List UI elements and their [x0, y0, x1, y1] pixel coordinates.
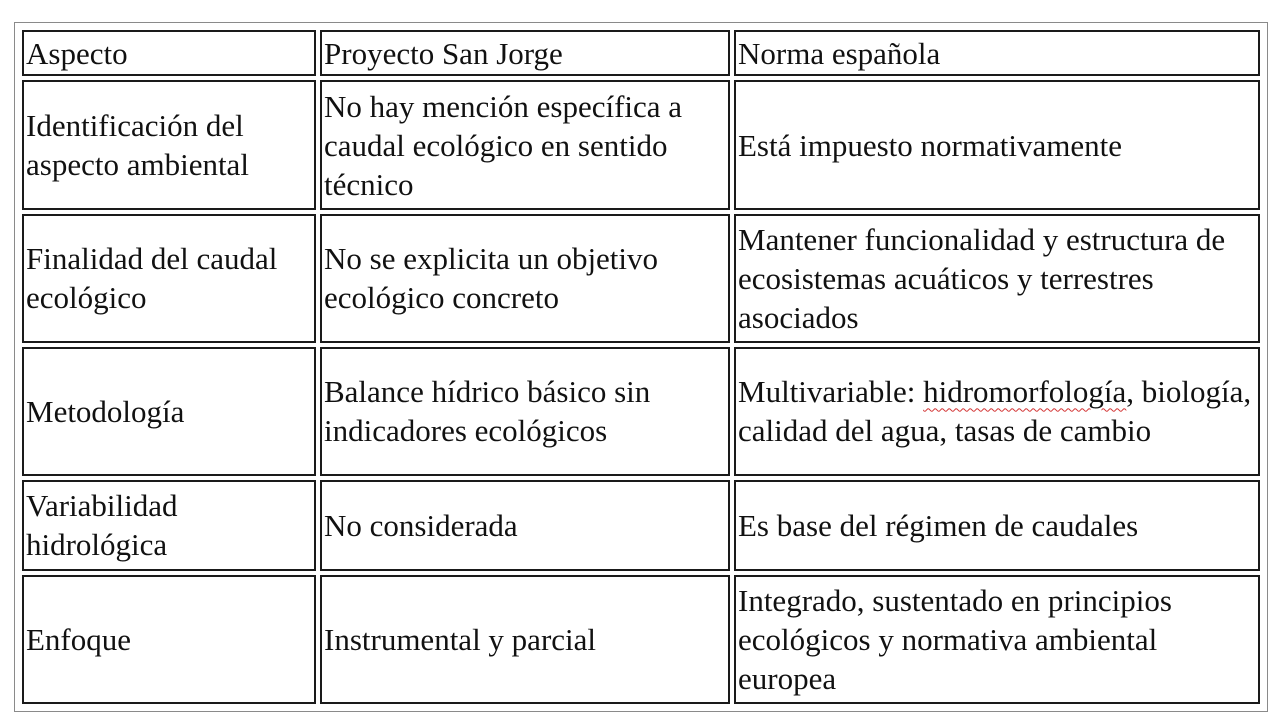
cell-project: No se explicita un objetivo ecológico concreto [320, 214, 730, 343]
table-header-row [22, 30, 1260, 76]
cell-aspect: Enfoque [22, 575, 316, 704]
cell-norm [734, 347, 1260, 476]
cell-project: Balance hídrico básico sin indicadores ecológicos [320, 347, 730, 476]
spellcheck-flagged-word: hidromorfología [923, 374, 1127, 410]
cell-aspect: Finalidad del caudal ecológico [22, 214, 316, 343]
header-norm: Norma española [734, 30, 1260, 76]
cell-project: No hay mención específica a caudal ecológico en sentido técnico [320, 80, 730, 209]
table-row [22, 214, 1260, 343]
cell-norm: Es base del régimen de caudales [734, 480, 1260, 571]
cell-project: No considerada [320, 480, 730, 571]
cell-norm: Mantener funcionalidad y estructura de ecosistemas acuáticos y terrestres asociados [734, 214, 1260, 343]
norm-suffix: , biología, calidad del agua, tasas de cambio [738, 374, 1252, 449]
comparison-table [18, 26, 1264, 708]
table-row [22, 575, 1260, 704]
cell-norm: Está impuesto normativamente [734, 80, 1260, 209]
comparison-table-frame [14, 22, 1268, 712]
table-row [22, 480, 1260, 571]
cell-aspect: Variabilidad hidrológica [22, 480, 316, 571]
cell-aspect: Identificación del aspecto ambiental [22, 80, 316, 209]
cell-norm: Integrado, sustentado en principios ecológicos y normativa ambiental europea [734, 575, 1260, 704]
header-aspect: Aspecto [22, 30, 316, 76]
table-row [22, 347, 1260, 476]
cell-project: Instrumental y parcial [320, 575, 730, 704]
norm-prefix: Multivariable: [738, 374, 924, 410]
table-row [22, 80, 1260, 209]
cell-aspect: Metodología [22, 347, 316, 476]
header-project: Proyecto San Jorge [320, 30, 730, 76]
